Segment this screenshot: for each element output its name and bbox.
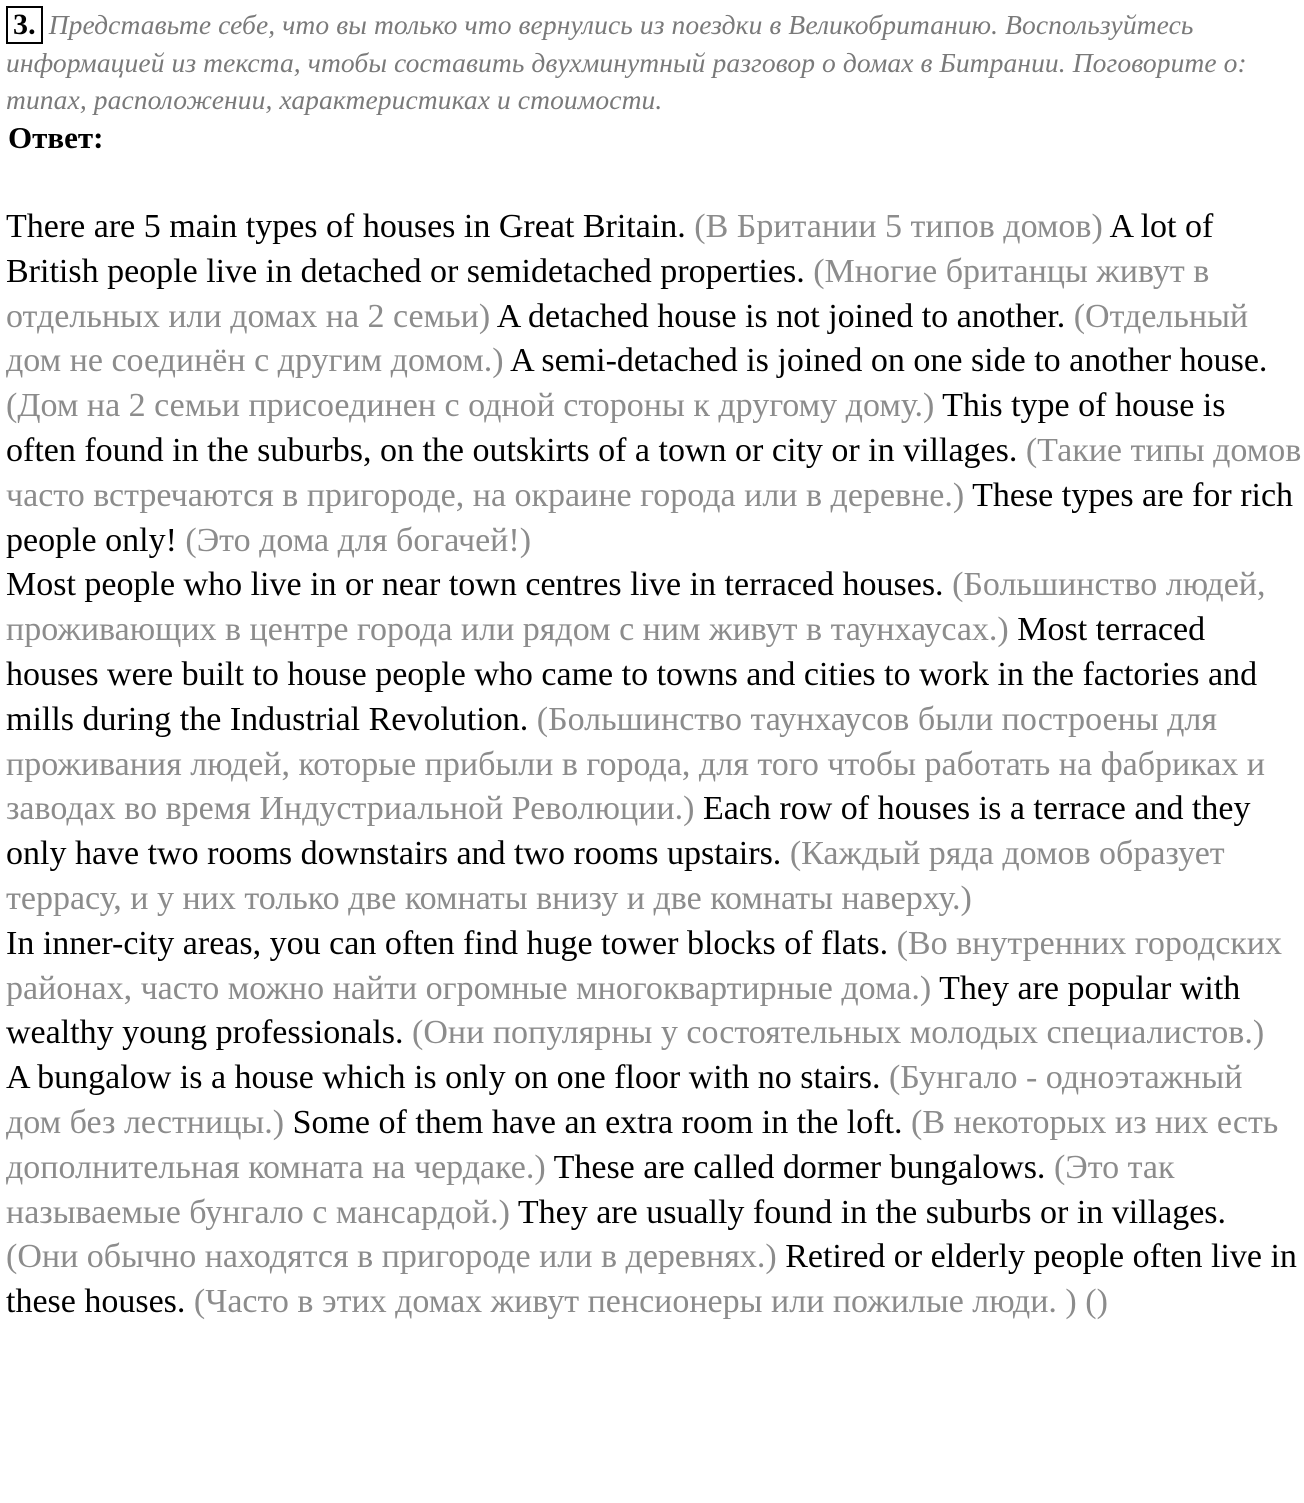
english-sentence: They are popular with wealthy young professionals. <box>6 969 1241 1052</box>
answer-paragraph <box>6 922 1302 1056</box>
russian-translation: (Большинство людей, проживающих в центре города или рядом с ним живут в таунхаусах.) <box>6 566 1266 649</box>
english-sentence: There are 5 main types of houses in Great Britain. <box>6 208 686 245</box>
russian-translation: (В Британии 5 типов домов) <box>694 208 1103 245</box>
english-sentence: Each row of houses is a terrace and they only have two rooms downstairs and two rooms upstairs. <box>6 790 1251 873</box>
english-sentence: These are called dormer bungalows. <box>553 1148 1046 1186</box>
english-sentence: A lot of British people live in detached or semidetached properties. <box>6 208 1214 290</box>
english-sentence: This type of house is often found in the suburbs, on the outskirts of a town or city or in villages. <box>6 387 1226 469</box>
russian-translation: (Это так называемые бунгало с мансардой.) <box>6 1148 1175 1231</box>
answer-text <box>6 205 1302 1325</box>
russian-translation: (Часто в этих домах живут пенсионеры или пожилые люди. ) () <box>193 1283 1108 1321</box>
russian-translation: (Они обычно находятся в пригороде или в деревнях.) <box>6 1238 777 1276</box>
english-sentence: Retired or elderly people often live in these houses. <box>6 1238 1297 1321</box>
russian-translation: (Отдельный дом не соединён с другим домом.) <box>6 297 1249 380</box>
english-sentence: A semi-detached is joined on one side to another house. <box>510 342 1268 380</box>
english-sentence: In inner-city areas, you can often find huge tower blocks of flats. <box>6 924 889 962</box>
russian-translation: (Каждый ряда домов образует террасу, и у них только две комнаты внизу и две комнаты наверху.) <box>6 835 1225 917</box>
russian-translation: (В некоторых из них есть дополнительная комната на чердаке.) <box>6 1103 1279 1186</box>
russian-translation: (Во внутренних городских районах, часто можно найти огромные многоквартирные дома.) <box>6 924 1282 1007</box>
english-sentence: Some of them have an extra room in the loft. <box>292 1103 903 1141</box>
english-sentence: They are usually found in the suburbs or in villages. <box>517 1193 1227 1231</box>
answer-paragraph <box>6 563 1302 921</box>
answer-label: Ответ: <box>8 120 104 155</box>
answer-paragraph <box>6 1056 1302 1325</box>
english-sentence: Most people who live in or near town centres live in terraced houses. <box>6 566 944 604</box>
task-text: Представьте себе, что вы только что вернулись из поездки в Великобританию. Воспользуйтесь информацией из текста, чтобы составить двухминутный разговор о домах в Битрании. Поговорите о: типах, расположении, характеристиках и стоимости. <box>6 9 1247 115</box>
russian-translation: (Большинство таунхаусов были построены для проживания людей, которые прибыли в города, для того чтобы работать на фабриках и заводах во время Индустриальной Революции.) <box>6 700 1265 828</box>
document-page <box>6 6 1302 1325</box>
english-sentence: A detached house is not joined to another. <box>496 297 1066 335</box>
russian-translation: (Такие типы домов часто встречаются в пригороде, на окраине города или в деревне.) <box>6 431 1302 514</box>
answer-paragraph <box>6 205 1302 563</box>
english-sentence: Most terraced houses were built to house people who came to towns and cities to work in the factories and mills during the Industrial Revolution. <box>6 611 1258 738</box>
russian-translation: (Это дома для богачей!) <box>185 521 532 559</box>
english-sentence: These types are for rich people only! <box>6 476 1294 559</box>
russian-translation: (Многие британцы живут в отдельных или домах на 2 семьи) <box>6 252 1210 335</box>
task-instruction <box>6 6 1302 118</box>
russian-translation: (Они популярны у состоятельных молодых специалистов.) <box>412 1014 1265 1052</box>
russian-translation: (Дом на 2 семьи присоединен с одной стороны к другому дому.) <box>6 387 935 425</box>
russian-translation: (Бунгало - одноэтажный дом без лестницы.) <box>6 1059 1243 1141</box>
task-number: 3. <box>6 6 43 44</box>
english-sentence: A bungalow is a house which is only on one floor with no stairs. <box>6 1059 881 1097</box>
